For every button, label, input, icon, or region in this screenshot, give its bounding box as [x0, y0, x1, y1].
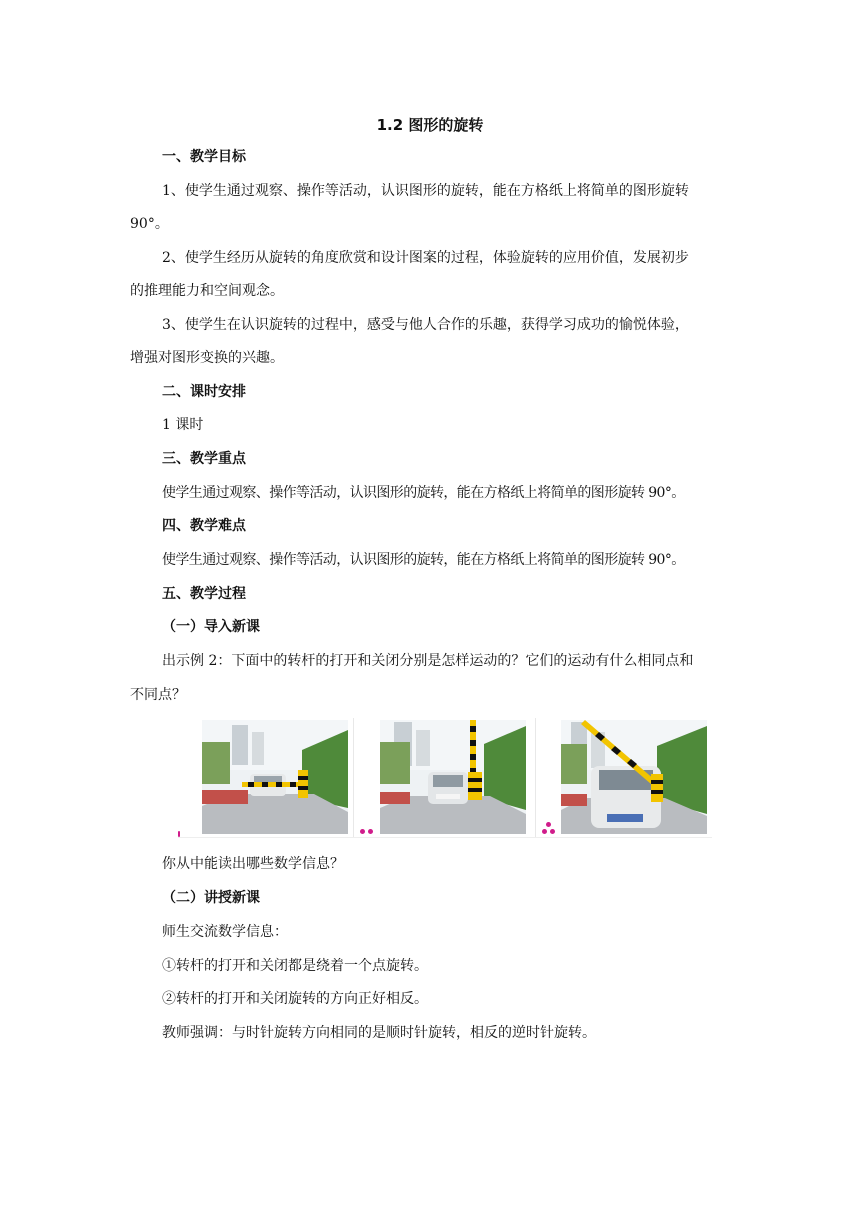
question-text: 你从中能读出哪些数学信息？ [162, 856, 344, 872]
red-dot-marker [542, 829, 547, 834]
red-dot-marker [368, 829, 373, 834]
key-points-text: 使学生通过观察、操作等活动，认识图形的旋转，能在方格纸上将简单的图形旋转 90°。 [162, 485, 685, 501]
objective-1-line-2: 90°。 [130, 216, 169, 232]
info-point-1: ①转杆的打开和关闭都是绕着一个点旋转。 [162, 958, 428, 974]
difficulties-text: 使学生通过观察、操作等活动，认识图形的旋转，能在方格纸上将简单的图形旋转 90°。 [162, 552, 685, 568]
barrier-open-photo [380, 720, 526, 834]
example-line-2: 不同点？ [130, 687, 186, 703]
schedule-text: 1 课时 [162, 417, 204, 433]
red-dot-marker [550, 829, 555, 834]
objective-3-line-2: 增强对图形变换的兴趣。 [130, 350, 284, 366]
objective-2-line-2: 的推理能力和空间观念。 [130, 283, 284, 299]
barrier-opening-photo [561, 720, 707, 834]
barrier-closed-photo [202, 720, 348, 834]
example-line-1: 出示例 2：下面中的转杆的打开和关闭分别是怎样运动的？它们的运动有什么相同点和 [162, 653, 694, 669]
teacher-emphasis: 教师强调：与时针旋转方向相同的是顺时针旋转，相反的逆时针旋转。 [162, 1025, 596, 1041]
red-dot-marker [360, 829, 365, 834]
section-heading-difficulties: 四、教学难点 [162, 518, 246, 534]
subsection-heading-intro: （一）导入新课 [162, 619, 260, 635]
document-title: 1.2 图形的旋转 [376, 116, 484, 134]
photo-divider [535, 718, 536, 838]
section-heading-objectives: 一、教学目标 [162, 149, 246, 165]
section-heading-process: 五、教学过程 [162, 586, 246, 602]
info-point-2: ②转杆的打开和关闭旋转的方向正好相反。 [162, 991, 428, 1007]
subsection-heading-new-lesson: （二）讲授新课 [162, 890, 260, 906]
objective-3-line-1: 3、使学生在认识旋转的过程中，感受与他人合作的乐趣，获得学习成功的愉悦体验， [162, 317, 689, 333]
red-dot-marker [546, 822, 551, 827]
section-heading-schedule: 二、课时安排 [162, 384, 246, 400]
exchange-text: 师生交流数学信息： [162, 924, 288, 940]
photo-divider [353, 718, 354, 838]
figure-baseline [178, 837, 712, 838]
barrier-gate-figure [178, 718, 712, 840]
section-heading-key-points: 三、教学重点 [162, 451, 246, 467]
objective-1-line-1: 1、使学生通过观察、操作等活动，认识图形的旋转，能在方格纸上将简单的图形旋转 [162, 183, 689, 199]
objective-2-line-1: 2、使学生经历从旋转的角度欣赏和设计图案的过程，体验旋转的应用价值，发展初步 [162, 250, 689, 266]
